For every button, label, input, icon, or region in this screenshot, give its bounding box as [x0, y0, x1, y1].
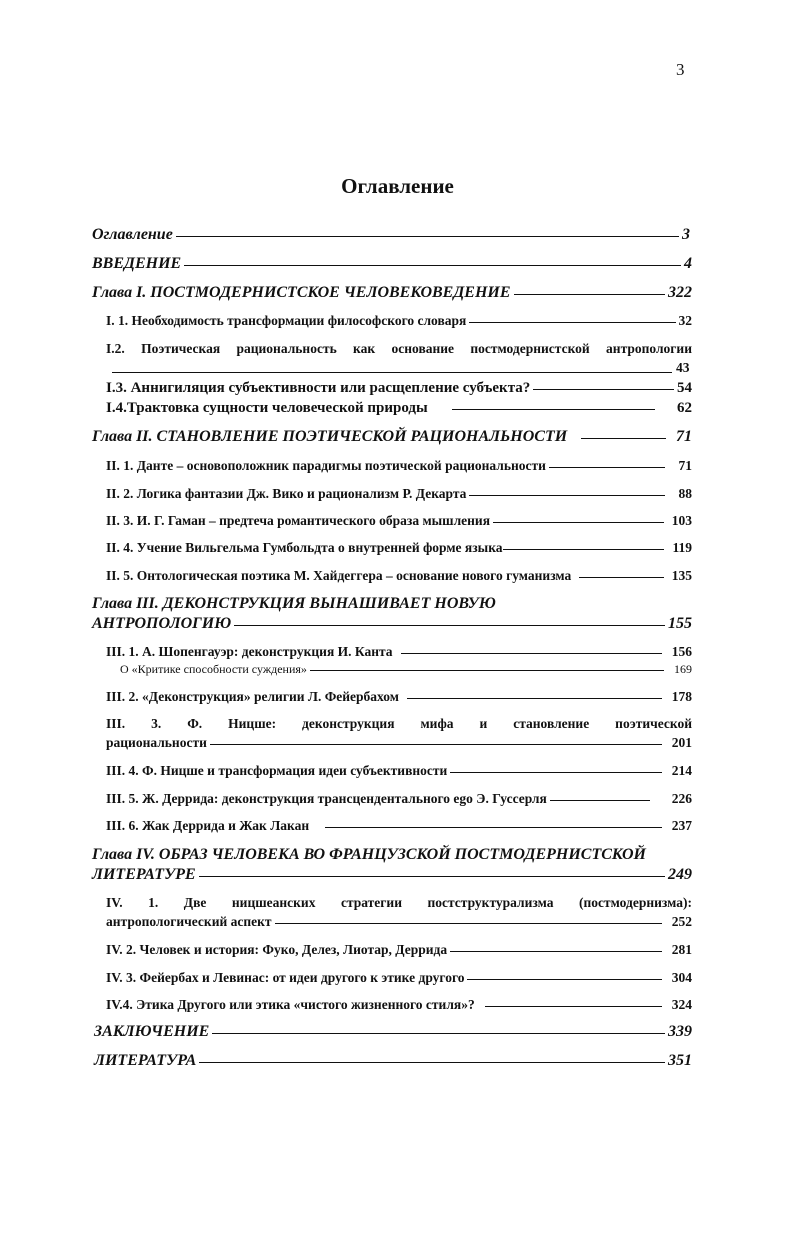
- toc-leader: [493, 522, 664, 523]
- toc-entry-page: 304: [671, 970, 692, 985]
- toc-entry-title: II. 3. И. Г. Гаман – предтеча романтического образа мышления: [106, 513, 491, 528]
- toc-leader: [469, 322, 675, 323]
- toc-entry[interactable]: [106, 513, 692, 529]
- toc-entry[interactable]: [92, 226, 690, 244]
- toc-leader: [550, 800, 650, 801]
- toc-entry-title: IV. 1. Две ницшеанских стратегии постструктурализма (постмодернизма):: [106, 895, 692, 910]
- toc-entry-title: II. 2. Логика фантазии Дж. Вико и рационализм Р. Декарта: [106, 486, 467, 501]
- toc-entry-continuation[interactable]: [106, 735, 692, 751]
- toc-leader: [325, 827, 662, 828]
- toc-entry-title: Оглавление: [92, 226, 173, 243]
- toc-leader: [467, 979, 661, 980]
- toc-entry-title: АНТРОПОЛОГИЮ: [92, 615, 232, 632]
- toc-entry-page: 4: [684, 255, 692, 272]
- toc-chapter-entry[interactable]: [92, 284, 692, 302]
- toc-leader: [503, 549, 665, 550]
- toc-leader: [275, 923, 662, 924]
- toc-entry-page: 3: [682, 226, 690, 243]
- toc-leader: [184, 265, 681, 266]
- toc-chapter-entry[interactable]: [92, 846, 646, 864]
- toc-entry[interactable]: [106, 970, 692, 986]
- toc-entry[interactable]: [106, 644, 692, 660]
- toc-entry[interactable]: [106, 818, 692, 834]
- toc-entry-title: III. 6. Жак Деррида и Жак Лакан: [106, 818, 310, 833]
- toc-entry-page: 71: [676, 428, 692, 445]
- toc-entry-title: I. 1. Необходимость трансформации философского словаря: [106, 313, 467, 328]
- toc-entry-title: II. 1. Данте – основоположник парадигмы поэтической рациональности: [106, 458, 546, 473]
- toc-entry-page: 156: [671, 644, 692, 659]
- toc-leader: [407, 698, 662, 699]
- toc-entry-title: IV. 3. Фейербах и Левинас: от идеи другого к этике другого: [106, 970, 465, 985]
- toc-entry[interactable]: [106, 380, 692, 397]
- toc-leader: [112, 372, 672, 373]
- toc-entry-page: 322: [668, 284, 692, 301]
- toc-leader: [210, 744, 662, 745]
- toc-entry-page: 226: [671, 791, 692, 806]
- toc-entry[interactable]: [106, 942, 692, 958]
- toc-entry[interactable]: [106, 313, 692, 329]
- toc-leader: [579, 577, 663, 578]
- toc-entry-title: III. 3. Ф. Ницше: деконструкция мифа и становление поэтической: [106, 716, 692, 731]
- toc-entry[interactable]: [106, 568, 692, 584]
- toc-entry-page: 32: [678, 313, 692, 328]
- toc-entry-page: 135: [671, 568, 692, 583]
- toc-entry-title: I.4.Трактовка сущности человеческой природы: [106, 400, 428, 416]
- toc-leader: [450, 951, 662, 952]
- toc-entry[interactable]: [106, 689, 692, 705]
- toc-entry-title: антропологический аспект: [106, 914, 272, 929]
- toc-leader: [581, 438, 666, 439]
- toc-entry-page: 169: [674, 662, 692, 676]
- toc-leader: [549, 467, 665, 468]
- toc-entry-title: Глава I. ПОСТМОДЕРНИСТСКОЕ ЧЕЛОВЕКОВЕДЕНИЕ: [92, 284, 511, 301]
- toc-entry-page: 252: [671, 914, 692, 929]
- toc-entry-page: 119: [672, 540, 692, 555]
- toc-entry-title: ВВЕДЕНИЕ: [92, 255, 182, 272]
- toc-entry-title: III. 2. «Деконструкция» религии Л. Фейербахом: [106, 689, 399, 704]
- toc-entry-page: 103: [671, 513, 692, 528]
- toc-entry-title: ЛИТЕРАТУРА: [94, 1052, 197, 1069]
- toc-entry-continuation[interactable]: [92, 866, 692, 884]
- toc-entry-page: 62: [677, 400, 692, 416]
- toc-entry[interactable]: [106, 763, 692, 779]
- toc-entry-continuation[interactable]: [106, 914, 692, 930]
- toc-entry[interactable]: [106, 895, 692, 911]
- toc-entry-page: 71: [678, 458, 692, 473]
- toc-entry-continuation[interactable]: [92, 615, 692, 633]
- toc-entry-title: III. 4. Ф. Ницше и трансформация идеи субъективности: [106, 763, 448, 778]
- toc-entry-title: IV.4. Этика Другого или этика «чистого жизненного стиля»?: [106, 997, 475, 1012]
- toc-chapter-entry[interactable]: [92, 428, 692, 446]
- toc-leader: [450, 772, 661, 773]
- toc-entry[interactable]: [106, 540, 692, 556]
- toc-entry-title: III. 1. А. Шопенгауэр: деконструкция И. Канта: [106, 644, 393, 659]
- toc-entry-page: 237: [671, 818, 692, 833]
- toc-chapter-entry[interactable]: [92, 595, 496, 613]
- toc-entry-page: 249: [668, 866, 692, 883]
- toc-entry-title: I.3. Аннигиляция субъективности или расщепление субъекта?: [106, 380, 531, 396]
- toc-entry-title: Глава IV. ОБРАЗ ЧЕЛОВЕКА ВО ФРАНЦУЗСКОЙ ПОСТМОДЕРНИСТСКОЙ: [92, 846, 646, 863]
- toc-leader: [401, 653, 662, 654]
- toc-entry-title: Глава II. СТАНОВЛЕНИЕ ПОЭТИЧЕСКОЙ РАЦИОНАЛЬНОСТИ: [92, 428, 568, 445]
- page-number: 3: [676, 60, 685, 79]
- toc-leader: [234, 625, 665, 626]
- toc-entry[interactable]: [94, 1023, 692, 1041]
- toc-entry-title: ЛИТЕРАТУРЕ: [92, 866, 196, 883]
- toc-entry-page: 214: [671, 763, 692, 778]
- toc-leader: [199, 876, 665, 877]
- toc-entry-page: 178: [671, 689, 692, 704]
- toc-leader: [310, 670, 664, 671]
- toc-subentry[interactable]: [120, 662, 692, 677]
- toc-leader: [199, 1062, 665, 1063]
- toc-entry[interactable]: [106, 716, 692, 732]
- toc-entry-title: II. 4. Учение Вильгельма Гумбольдта о внутренней форме языка: [106, 540, 503, 555]
- toc-entry-title: III. 5. Ж. Деррида: деконструкция трансцендентального ego Э. Гуссерля: [106, 791, 547, 806]
- toc-entry-page: 88: [678, 486, 692, 501]
- toc-entry-title: II. 5. Онтологическая поэтика М. Хайдеггера – основание нового гуманизма: [106, 568, 572, 583]
- toc-entry-title: О «Критике способности суждения»: [120, 662, 307, 676]
- toc-entry[interactable]: [106, 400, 692, 417]
- page-title: Оглавление: [341, 174, 454, 198]
- toc-entry-page: 54: [677, 380, 692, 396]
- toc-entry[interactable]: [106, 458, 692, 474]
- toc-leader: [452, 409, 655, 410]
- toc-entry-title: IV. 2. Человек и история: Фуко, Делез, Лиотар, Деррида: [106, 942, 448, 957]
- toc-entry-page: 339: [668, 1023, 692, 1040]
- toc-entry[interactable]: [106, 341, 692, 357]
- toc-entry[interactable]: [106, 486, 692, 502]
- toc-leader: [485, 1006, 662, 1007]
- toc-leader: [469, 495, 664, 496]
- toc-leader: [514, 294, 665, 295]
- toc-entry[interactable]: [106, 791, 692, 807]
- toc-entry[interactable]: [94, 1052, 692, 1070]
- toc-entry-page: 201: [671, 735, 692, 750]
- toc-entry[interactable]: [92, 255, 692, 273]
- toc-leader: [212, 1033, 665, 1034]
- toc-entry-page: 324: [671, 997, 692, 1012]
- toc-entry-title: ЗАКЛЮЧЕНИЕ: [94, 1023, 210, 1040]
- toc-entry-page: 155: [668, 615, 692, 632]
- toc-leader: [533, 389, 674, 390]
- toc-entry-page: 43: [676, 360, 690, 375]
- toc-entry-page: 351: [668, 1052, 692, 1069]
- toc-entry[interactable]: [106, 997, 692, 1013]
- toc-entry-title: Глава III. ДЕКОНСТРУКЦИЯ ВЫНАШИВАЕТ НОВУЮ: [92, 595, 496, 612]
- toc-entry-title: I.2. Поэтическая рациональность как основание постмодернистской антропологии: [106, 341, 692, 356]
- toc-entry-page: 281: [671, 942, 692, 957]
- toc-leader: [176, 236, 679, 237]
- toc-entry-title: рациональности: [106, 735, 207, 750]
